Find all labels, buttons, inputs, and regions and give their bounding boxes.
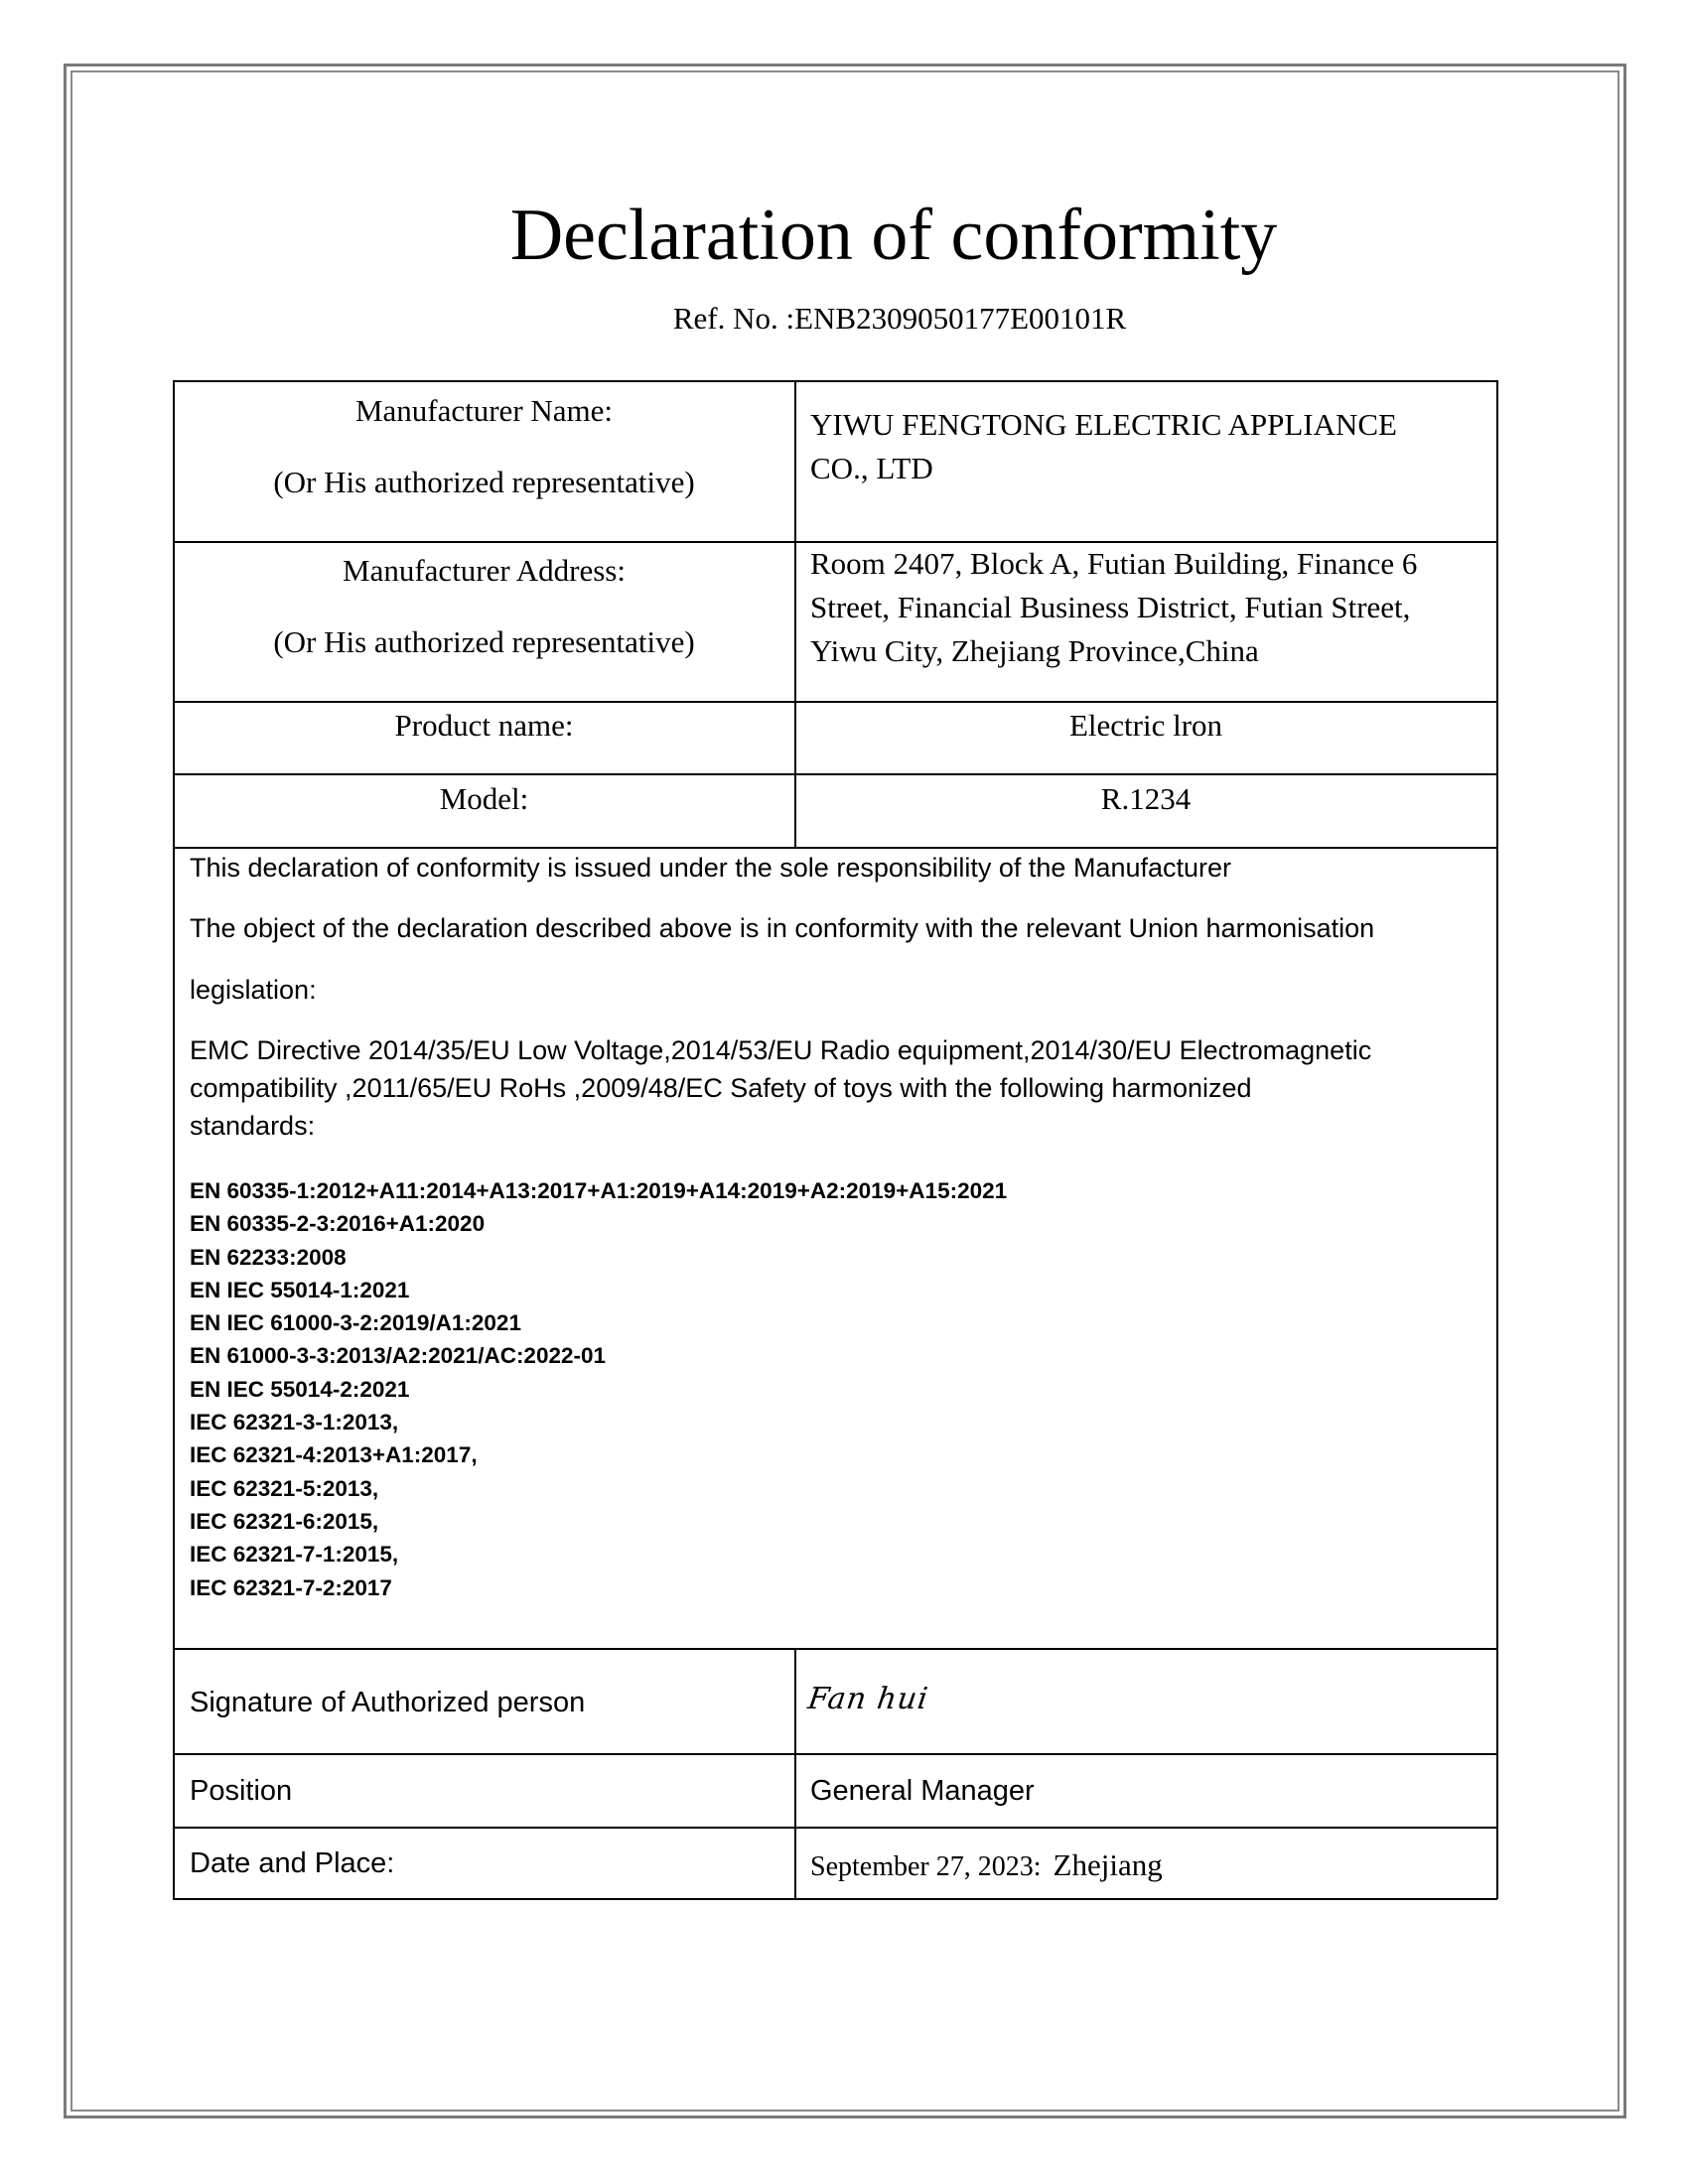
declaration-object-statement: The object of the declaration described above is in conformity with the relevant Union harmonisation [190,913,1375,943]
signature-value [805,1682,931,1716]
directive-list [190,1031,1371,1145]
standard-item: IEC 62321-5:2013, [190,1475,379,1501]
standard-item: IEC 62321-7-1:2015, [190,1542,399,1568]
standard-item: IEC 62321-6:2015, [190,1508,379,1534]
manufacturer-name-value: YIWU FENGTONG ELECTRIC APPLIANCE CO., LTD [810,407,1397,485]
standard-item: EN IEC 61000-3-2:2019/A1:2021 [190,1310,521,1336]
standard-item: EN 60335-1:2012+A11:2014+A13:2017+A1:2019+A14:2019+A2:2019+A15:2021 [190,1178,1008,1203]
reference-number: Ref. No. :ENB2309050177E00101R [672,301,1127,336]
manufacturer-address-value: Room 2407, Block A, Futian Building, Finance 6 Street, Financial Business District, Futian Street, Yiwu City, Zhejiang Province,China [810,546,1418,668]
signature-label: Signature of Authorized person [190,1687,586,1718]
place-value: Zhejiang [1053,1847,1163,1882]
standard-item: IEC 62321-7-2:2017 [190,1574,392,1600]
document-title: Declaration of conformity [509,195,1278,276]
standards-list [190,1174,1007,1604]
position-value: General Manager [810,1775,1035,1807]
declaration-legislation-label: legislation: [190,975,317,1005]
standard-item: EN 61000-3-3:2013/A2:2021/AC:2022-01 [190,1343,607,1369]
model-value: R.1234 [1100,781,1192,816]
handwritten-signature: Fan hui [805,1682,931,1716]
standard-item: IEC 62321-3-1:2013, [190,1410,399,1435]
manufacturer-address-label: Manufacturer Address: [343,553,626,588]
directive-line: compatibility ,2011/65/EU RoHs ,2009/48/EC Safety of toys with the following harmonized [190,1073,1252,1103]
date-place-value [810,1849,1163,1881]
standard-item: EN 60335-2-3:2016+A1:2020 [190,1211,486,1237]
date-value: September 27, 2023: [810,1851,1042,1882]
standard-item: IEC 62321-4:2013+A1:2017, [190,1442,478,1468]
directive-line: standards: [190,1111,316,1141]
standard-item: EN 62233:2008 [190,1244,347,1270]
product-name-label: Product name: [394,708,574,743]
standard-item: EN IEC 55014-2:2021 [190,1376,410,1402]
declaration-statement: This declaration of conformity is issued under the sole responsibility of the Manufacturer [190,853,1232,883]
directive-line: EMC Directive 2014/35/EU Low Voltage,2014/53/EU Radio equipment,2014/30/EU Electromagnetic [190,1035,1372,1065]
model-label: Model: [439,781,529,816]
manufacturer-name-sublabel: (Or His authorized representative) [273,465,695,499]
position-label: Position [190,1775,293,1807]
date-place-label: Date and Place: [190,1847,395,1879]
manufacturer-name-label: Manufacturer Name: [354,393,614,428]
manufacturer-address-sublabel: (Or His authorized representative) [273,624,695,659]
product-name-value: Electric lron [1068,708,1223,743]
standard-item: EN IEC 55014-1:2021 [190,1277,410,1302]
